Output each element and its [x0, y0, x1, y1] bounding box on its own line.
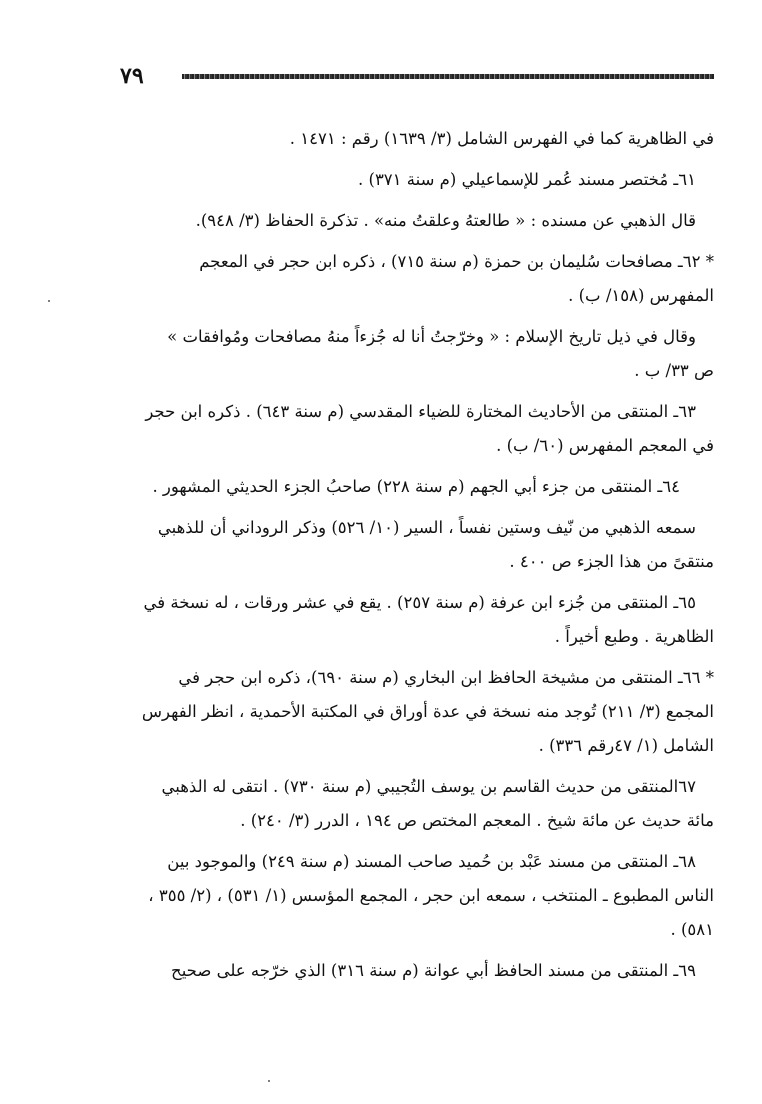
- text-line: * ٦٢ـ مصافحات سُليمان بن حمزة (م سنة ٧١٥) ، ذكره ابن حجر في المعجم: [199, 252, 714, 271]
- text-line: ٦٧المنتقى من حديث القاسم بن يوسف التُجيبي (م سنة ٧٣٠) . انتقى له الذهبي: [161, 777, 696, 796]
- scan-speck: [48, 300, 50, 302]
- text-line: * ٦٦ـ المنتقى من مشيخة الحافظ ابن البخاري (م سنة ٦٩٠)، ذكره ابن حجر في: [178, 668, 714, 687]
- text-line: قال الذهبي عن مسنده : « طالعتهُ وعلقتُ منه» . تذكرة الحفاظ (٣/ ٩٤٨).: [195, 211, 696, 230]
- text-line: مائة حديث عن مائة شيخ . المعجم المختص ص ١٩٤ ، الدرر (٣/ ٢٤٠) .: [240, 811, 714, 830]
- paragraph: [120, 954, 714, 988]
- paragraph: [120, 845, 714, 947]
- text-line: منتقىً من هذا الجزء ص ٤٠٠ .: [509, 552, 714, 571]
- text-line: ٦٥ـ المنتقى من جُزء ابن عرفة (م سنة ٢٥٧) . يقع في عشر ورقات ، له نسخة في: [143, 593, 696, 612]
- paragraph: [120, 395, 714, 463]
- text-line: ٦٣ـ المنتقى من الأحاديث المختارة للضياء المقدسي (م سنة ٦٤٣) . ذكره ابن حجر: [145, 402, 696, 421]
- text-line: سمعه الذهبي من نّيف وستين نفساً ، السير (١٠/ ٥٢٦) وذكر الروداني أن للذهبي: [157, 518, 696, 537]
- text-line: المجمع (٣/ ٢١١) تُوجد منه نسخة في عدة أوراق في المكتبة الأحمدية ، انظر الفهرس: [141, 702, 714, 721]
- paragraph: [120, 586, 714, 654]
- text-line: الظاهرية . وطبع أخيراً .: [554, 627, 714, 646]
- text-line: المفهرس (١٥٨/ ب) .: [568, 286, 714, 305]
- scan-speck: [268, 1080, 270, 1082]
- page-number: ٧٩: [120, 63, 144, 89]
- text-line: ٦١ـ مُختصر مسند عُمر للإسماعيلي (م سنة ٣٧١) .: [358, 170, 696, 189]
- paragraph: [120, 163, 714, 197]
- paragraph: [120, 770, 714, 838]
- paragraph: [120, 122, 714, 156]
- text-line: ص ٣٣/ ب .: [634, 361, 714, 380]
- text-line: وقال في ذيل تاريخ الإسلام : « وخرّجتُ أنا له جُزءاً منهُ مصافحات ومُوافقات »: [167, 327, 696, 346]
- text-line: ٦٩ـ المنتقى من مسند الحافظ أبي عوانة (م سنة ٣١٦) الذي خرّجه على صحيح: [171, 961, 696, 980]
- paragraph: [120, 320, 714, 388]
- text-line: الشامل (١/ ٤٧رقم ٣٣٦) .: [538, 736, 714, 755]
- paragraph: [120, 470, 714, 504]
- paragraph: [120, 204, 714, 238]
- paragraph: [120, 511, 714, 579]
- page-header: [120, 62, 714, 90]
- header-rule: [182, 74, 714, 79]
- text-line: ٦٨ـ المنتقى من مسند عَبْد بن حُميد صاحب المسند (م سنة ٢٤٩) والموجود بين: [167, 852, 696, 871]
- body-text: [120, 122, 714, 995]
- text-line: ٥٨١) .: [670, 920, 714, 939]
- text-line: ٦٤ـ المنتقى من جزء أبي الجهم (م سنة ٢٢٨) صاحبُ الجزء الحديثي المشهور .: [152, 477, 680, 496]
- text-line: في المعجم المفهرس (٦٠/ ب) .: [496, 436, 714, 455]
- paragraph: [120, 245, 714, 313]
- paragraph: [120, 661, 714, 763]
- text-line: في الظاهرية كما في الفهرس الشامل (٣/ ١٦٣٩) رقم : ١٤٧١ .: [289, 129, 714, 148]
- text-line: الناس المطبوع ـ المنتخب ، سمعه ابن حجر ، المجمع المؤسس (١/ ٥٣١) ، (٢/ ٣٥٥ ،: [148, 886, 714, 905]
